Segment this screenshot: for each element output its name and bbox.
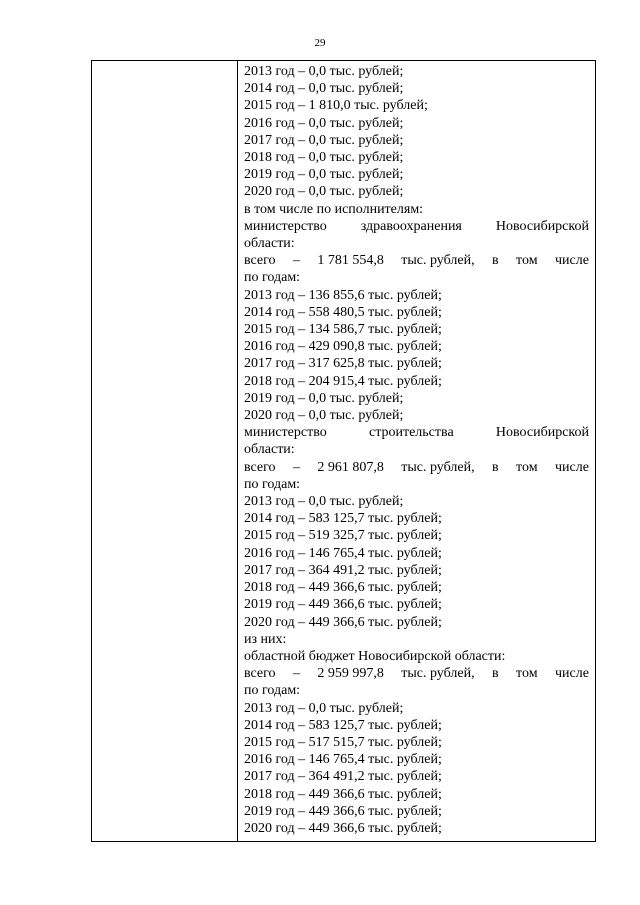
year-line: 2018 год – 204 915,4 тыс. рублей; [244, 373, 442, 389]
regional-budget-label: областной бюджет Новосибирской области: [244, 648, 506, 664]
year-line: 2016 год – 429 090,8 тыс. рублей; [244, 339, 442, 355]
year-line: 2017 год – 0,0 тыс. рублей; [244, 132, 404, 148]
year-line: 2018 год – 0,0 тыс. рублей; [244, 150, 404, 166]
executor-construction-heading: министерство строительства Новосибирской [244, 425, 589, 441]
executor-construction-total-cont: по годам: [244, 476, 301, 492]
year-line: 2015 год – 519 325,7 тыс. рублей; [244, 528, 442, 544]
of-them-label: из них: [244, 631, 287, 647]
year-line: 2019 год – 0,0 тыс. рублей; [244, 390, 404, 406]
executors-heading: в том числе по исполнителям: [244, 201, 424, 217]
year-line: 2017 год – 364 491,2 тыс. рублей; [244, 562, 442, 578]
year-line: 2019 год – 449 366,6 тыс. рублей; [244, 803, 442, 819]
year-line: 2016 год – 0,0 тыс. рублей; [244, 115, 404, 131]
year-line: 2013 год – 0,0 тыс. рублей; [244, 64, 404, 79]
year-line: 2015 год – 1 810,0 тыс. рублей; [244, 98, 428, 114]
year-line: 2017 год – 364 491,2 тыс. рублей; [244, 769, 442, 785]
year-line: 2019 год – 449 366,6 тыс. рублей; [244, 597, 442, 613]
year-line: 2019 год – 0,0 тыс. рублей; [244, 167, 404, 183]
year-line: 2014 год – 583 125,7 тыс. рублей; [244, 511, 442, 527]
executor-health-total-cont: по годам: [244, 270, 301, 286]
year-line: 2013 год – 0,0 тыс. рублей; [244, 494, 404, 510]
year-line: 2013 год – 136 855,6 тыс. рублей; [244, 287, 442, 303]
year-line: 2014 год – 558 480,5 тыс. рублей; [244, 304, 442, 320]
year-line: 2016 год – 146 765,4 тыс. рублей; [244, 752, 442, 768]
year-line: 2014 год – 583 125,7 тыс. рублей; [244, 717, 442, 733]
executor-health-heading: министерство здравоохранения Новосибирской [244, 218, 589, 234]
regional-budget-total: всего – 2 959 997,8 тыс. рублей, в том числе [244, 666, 589, 682]
executor-construction-total: всего – 2 961 807,8 тыс. рублей, в том числе [244, 459, 589, 475]
executor-construction-heading-cont: области: [244, 442, 295, 458]
column-divider [237, 61, 238, 841]
year-line: 2015 год – 517 515,7 тыс. рублей; [244, 734, 442, 750]
year-line: 2018 год – 449 366,6 тыс. рублей; [244, 786, 442, 802]
year-line: 2020 год – 449 366,6 тыс. рублей; [244, 614, 442, 630]
year-line: 2020 год – 0,0 тыс. рублей; [244, 408, 404, 424]
year-line: 2017 год – 317 625,8 тыс. рублей; [244, 356, 442, 372]
year-line: 2016 год – 146 765,4 тыс. рублей; [244, 545, 442, 561]
funding-cell [244, 63, 589, 837]
year-line: 2020 год – 449 366,6 тыс. рублей; [244, 820, 442, 836]
page-number: 29 [314, 37, 326, 49]
year-line: 2020 год – 0,0 тыс. рублей; [244, 184, 404, 200]
year-line: 2015 год – 134 586,7 тыс. рублей; [244, 322, 442, 338]
executor-health-total: всего – 1 781 554,8 тыс. рублей, в том числе [244, 253, 589, 269]
funding-table [91, 60, 596, 842]
executor-health-heading-cont: области: [244, 236, 295, 252]
regional-budget-total-cont: по годам: [244, 683, 301, 699]
year-line: 2014 год – 0,0 тыс. рублей; [244, 81, 404, 97]
year-line: 2013 год – 0,0 тыс. рублей; [244, 700, 404, 716]
year-line: 2018 год – 449 366,6 тыс. рублей; [244, 580, 442, 596]
